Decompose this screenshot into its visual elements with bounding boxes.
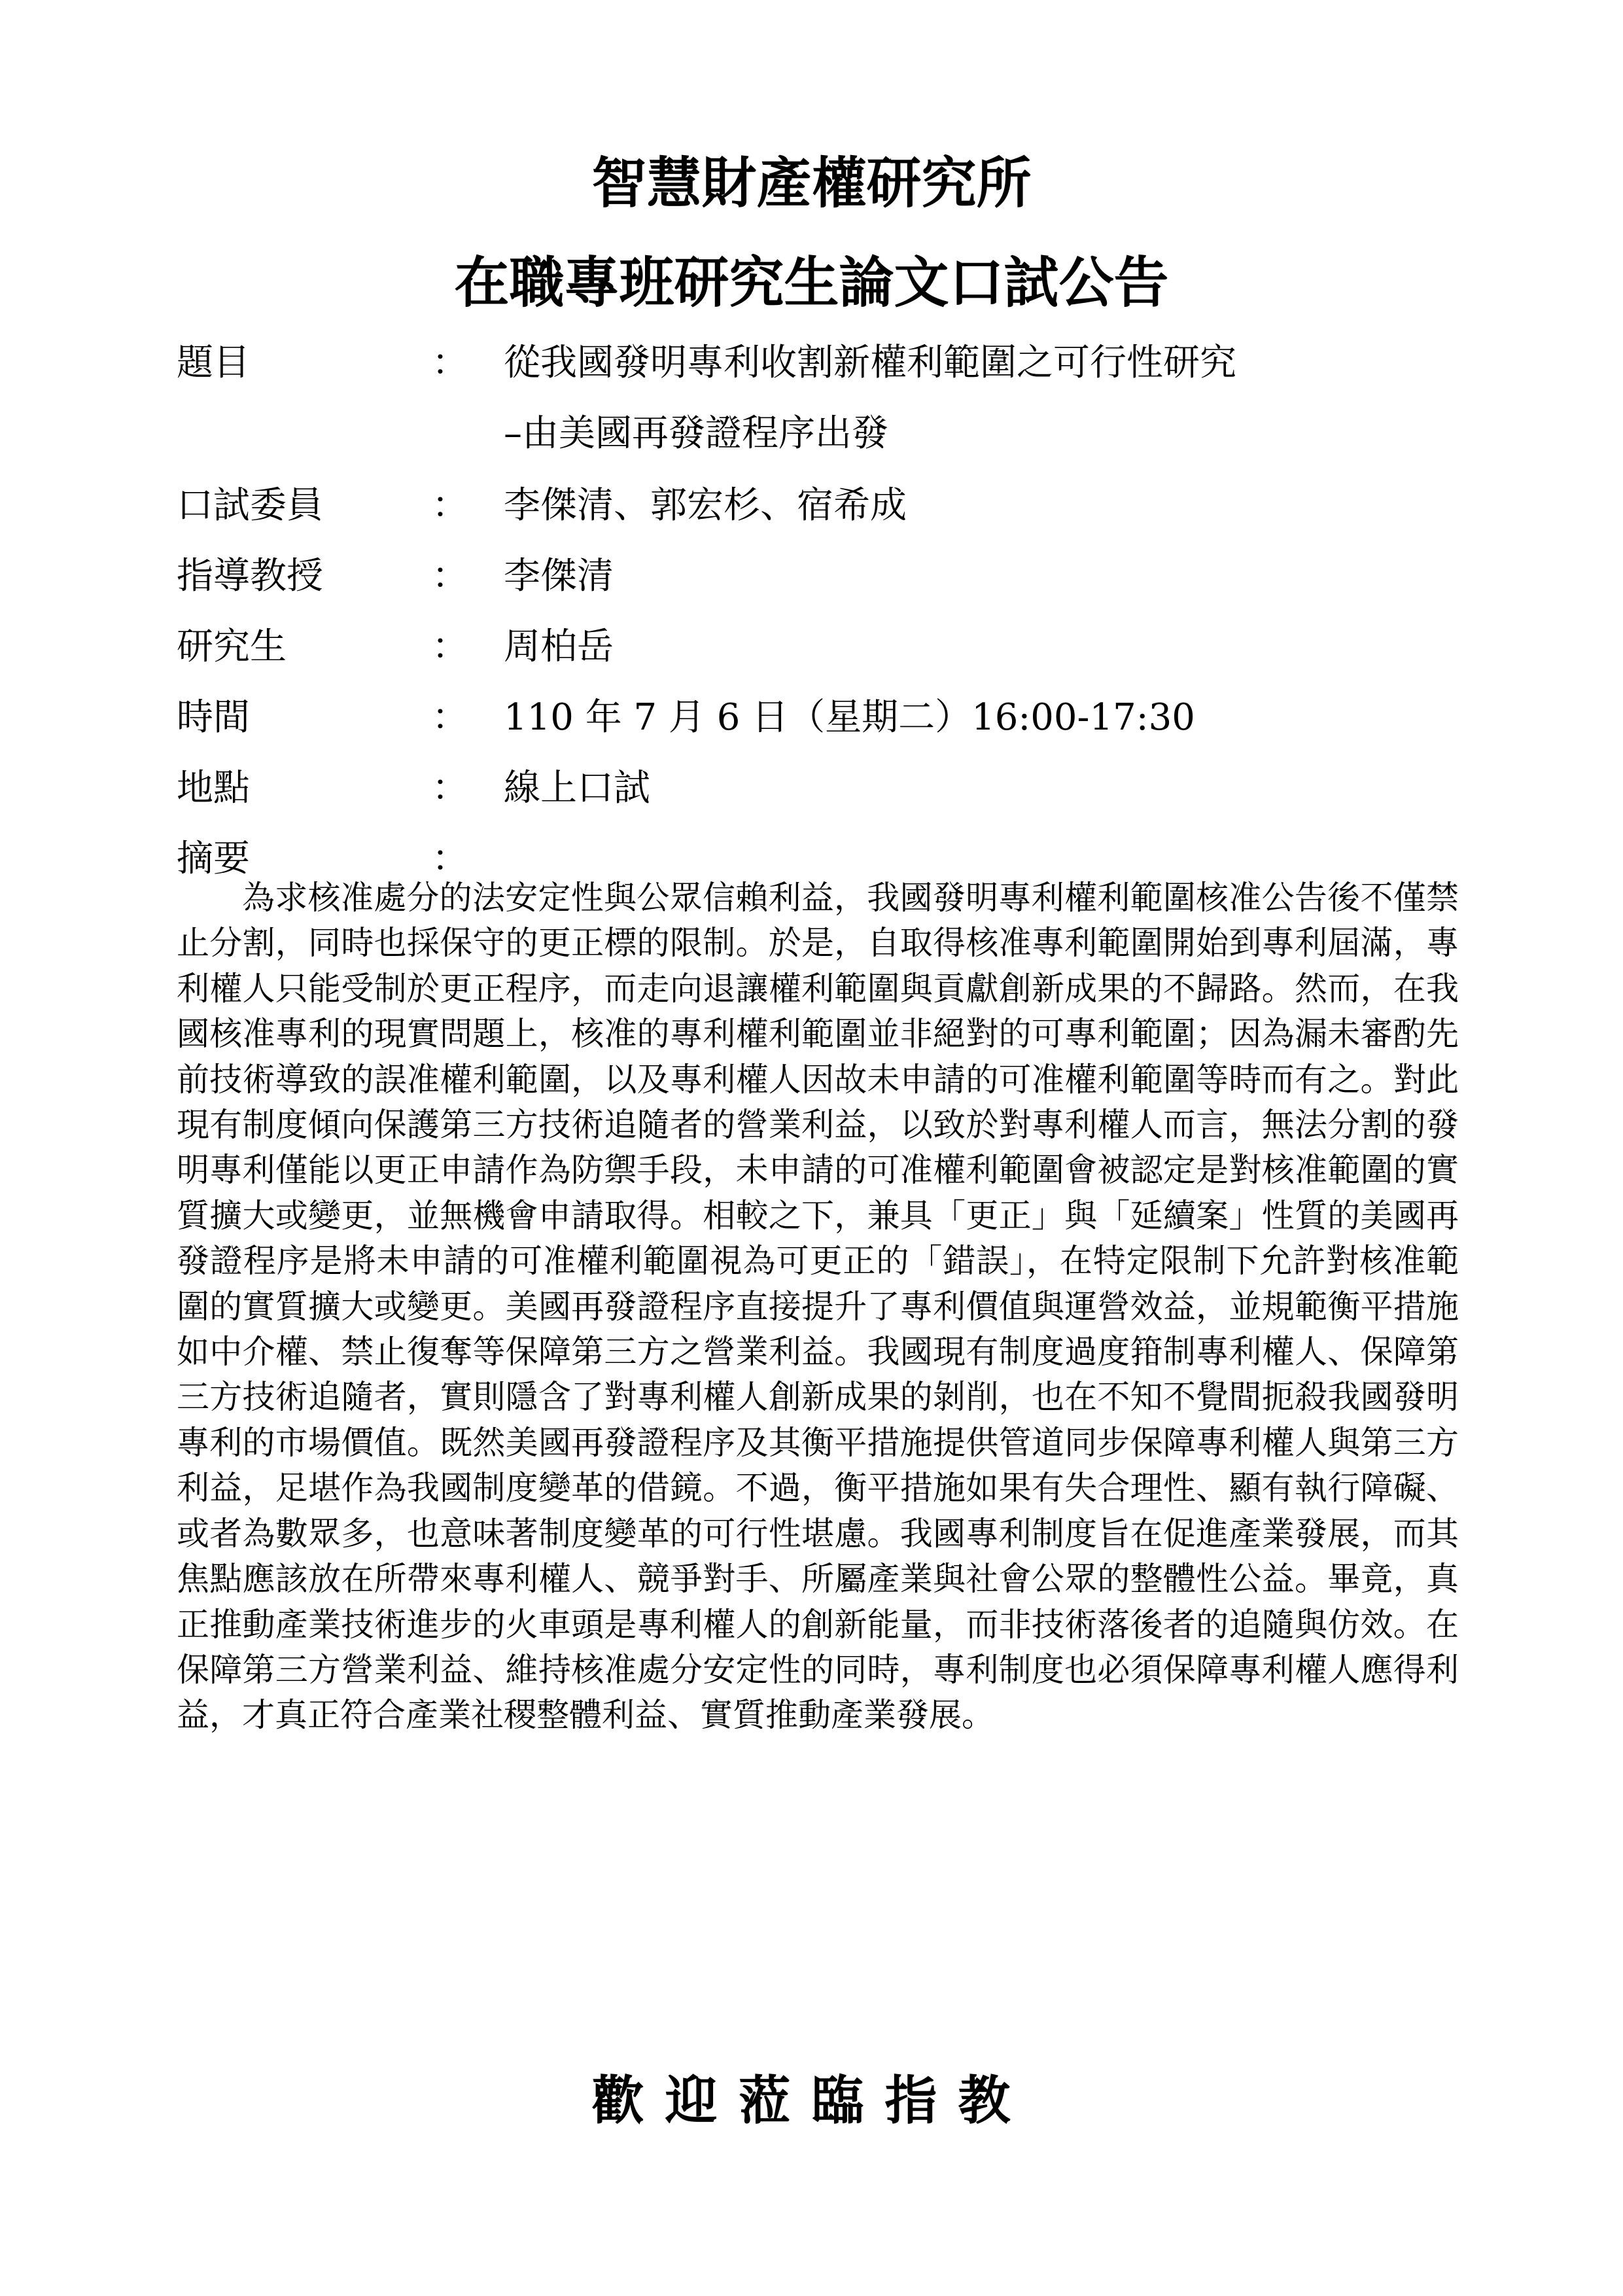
field-colon: ： [432,767,468,809]
abstract-paragraph: 為求核准處分的法安定性與公眾信賴利益，我國發明專利權利範圍核准公告後不僅禁止分割，同時也採保守的更正標的限制。於是，自取得核准專利範圍開始到專利屆滿，專利權人只能受制於更正程序，而走向退讓權利範圍與貢獻創新成果的不歸路。然而，在我國核准專利的現實問題上，核准的專利權利範圍並非絕對的可專利範圍；因為漏未審酌先前技術導致的誤准權利範圍，以及專利權人因故未申請的可准權利範圍等時而有之。對此現有制度傾向保護第三方技術追隨者的營業利益，以致於對專利權人而言，無法分割的發明專利僅能以更正申請作為防禦手段，未申請的可准權利範圍會被認定是對核准範圍的實質擴大或變更，並無機會申請取得。相較之下，兼具「更正」與「延續案」性質的美國再發證程序是將未申請的可准權利範圍視為可更正的「錯誤」，在特定限制下允許對核准範圍的實質擴大或變更。美國再發證程序直接提升了專利價值與運營效益，並規範衡平措施如中介權、禁止復奪等保障第三方之營業利益。我國現有制度過度箝制專利權人、保障第三方技術追隨者，實則隱含了對專利權人創新成果的剝削，也在不知不覺間扼殺我國發明專利的市場價值。既然美國再發證程序及其衡平措施提供管道同步保障專利權人與第三方利益，足堪作為我國制度變革的借鏡。不過，衡平措施如果有失合理性、顯有執行障礙、或者為數眾多，也意味著制度變革的可行性堪慮。我國專利制度旨在促進產業發展，而其焦點應該放在所帶來專利權人、競爭對手、所屬產業與社會公眾的整體性公益。畢竟，真正推動產業技術進步的火車頭是專利權人的創新能量，而非技術落後者的追隨與仿效。在保障第三方營業利益、維持核准處分安定性的同時，專利制度也必須保障專利權人應得利益，才真正符合產業社稷整體利益、實質推動產業發展。 [177,879,1459,1735]
field-label-advisor: 指導教授 [177,555,323,597]
announcement-title: 在職專班研究生論文口試公告 [454,250,1169,315]
field-title [177,340,1452,458]
exam-time: 110 年 7 月 6 日（星期二）16:00-17:30 [504,696,1195,739]
exam-location: 線上口試 [504,767,650,809]
field-label-title: 題目 [177,342,250,384]
welcome-message: 歡迎蒞臨指教 [591,2070,1032,2131]
field-colon: ： [432,696,468,739]
field-committee [177,483,1452,529]
field-label-abstract: 摘要 [177,838,250,880]
field-student [177,624,1452,670]
committee-members: 李傑清、郭宏杉、宿希成 [504,484,907,527]
field-label-student: 研究生 [177,626,287,668]
advisor-name: 李傑清 [504,555,614,597]
field-colon: ： [432,484,468,527]
field-colon: ： [432,626,468,668]
field-label-location: 地點 [177,767,250,809]
field-advisor [177,554,1452,599]
info-fields [177,340,1452,907]
thesis-title-line2: –由美國再發證程序出發 [504,412,888,455]
thesis-title-line1: 從我國發明專利收割新權利範圍之可行性研究 [504,342,1236,384]
student-name: 周柏岳 [504,626,614,668]
field-colon: ： [432,342,468,384]
institute-title: 智慧財產權研究所 [591,150,1032,215]
thesis-title [504,340,1236,457]
field-colon: ： [432,838,468,880]
field-label-time: 時間 [177,696,250,739]
field-time [177,695,1452,741]
field-colon: ： [432,555,468,597]
field-location [177,766,1452,811]
field-label-committee: 口試委員 [177,484,323,527]
